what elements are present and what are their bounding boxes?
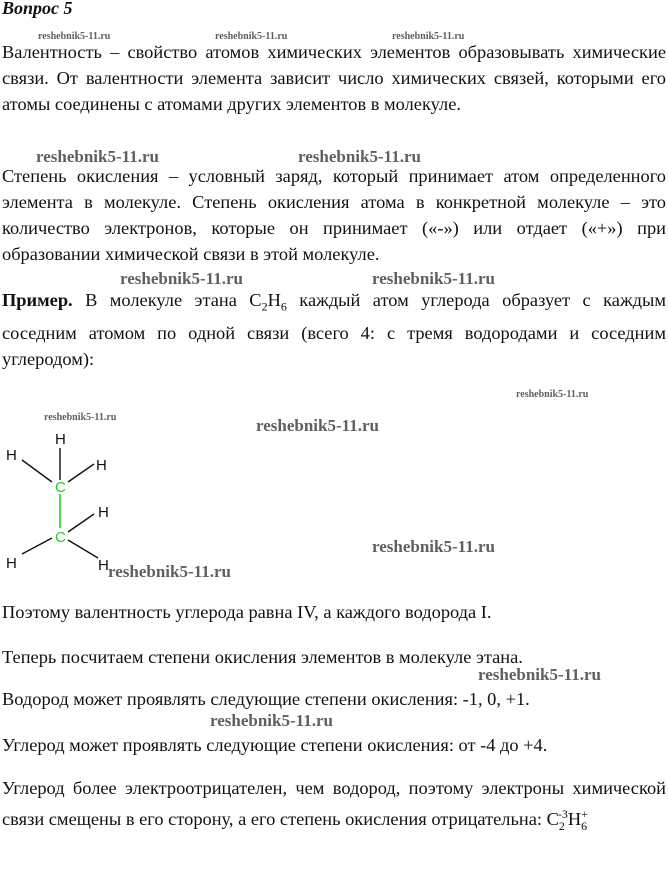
hydrogen-atom: H	[98, 557, 109, 574]
oxidation-intro: Теперь посчитаем степени окисления элементов в молекуле этана.	[2, 647, 523, 667]
carbon-atom: C	[55, 529, 66, 546]
watermark: reshebnik5-11.ru	[44, 412, 117, 423]
carbon-atom: C	[55, 479, 66, 496]
watermark: reshebnik5-11.ru	[38, 31, 111, 42]
bond-line	[22, 538, 52, 554]
bond-line	[22, 460, 52, 482]
watermark: reshebnik5-11.ru	[108, 562, 231, 581]
example-paragraph: Пример. В молекуле этана $C_2H_6$ каждый атом углерода образует с каждым соседним атомом по одной связи (всего 4: с тремя водородами и соседним углеродом):	[2, 290, 666, 369]
ethane-structure-diagram	[0, 424, 140, 574]
watermark: reshebnik5-11.ru	[372, 269, 495, 288]
hydrogen-oxidation-states: Водород может проявлять следующие степени окисления: -1, 0, +1.	[2, 689, 530, 709]
valence-conclusion: Поэтому валентность углерода равна IV, а каждого водорода I.	[2, 602, 492, 622]
watermark: reshebnik5-11.ru	[392, 31, 465, 42]
bond-line	[68, 464, 94, 482]
hydrogen-atom: H	[96, 457, 107, 474]
hydrogen-atom: H	[6, 447, 17, 464]
watermark: reshebnik5-11.ru	[36, 147, 159, 166]
valence-definition: Валентность – свойство атомов химических элементов образовывать химические связи. От валентности элемента зависит число химических связей, которыми его атомы соединены с атомами других элементов в молекуле.	[2, 42, 666, 114]
hydrogen-atom: H	[6, 555, 17, 572]
watermark: reshebnik5-11.ru	[298, 147, 421, 166]
watermark: reshebnik5-11.ru	[372, 537, 495, 556]
watermark: reshebnik5-11.ru	[215, 31, 288, 42]
electronegativity-paragraph: Углерод более электроотрицателен, чем водород, поэтому электроны химической связи смещены в его сторону, а его степень окисления отрицательна: $C_2^{-3}H_6^+$	[2, 778, 666, 833]
watermark: reshebnik5-11.ru	[478, 665, 601, 684]
question-title: Вопрос 5	[2, 0, 73, 18]
hydrogen-atom: H	[98, 504, 109, 521]
oxidation-state-definition: Степень окисления – условный заряд, который принимает атом определенного элемента в молекуле. Степень окисления атома в конкретной молекуле – это количество электронов, которые он принимает («-») или отдает («+») при образовании химической связи в этой молекуле.	[2, 166, 666, 264]
hydrogen-atom: H	[55, 431, 66, 448]
bond-line	[68, 514, 94, 532]
watermark: reshebnik5-11.ru	[256, 416, 379, 435]
watermark: reshebnik5-11.ru	[210, 711, 333, 730]
watermark: reshebnik5-11.ru	[120, 269, 243, 288]
carbon-oxidation-states: Углерод может проявлять следующие степени окисления: от -4 до +4.	[2, 735, 548, 755]
bond-line	[68, 540, 98, 558]
example-label: Пример.	[2, 290, 73, 310]
watermark: reshebnik5-11.ru	[516, 389, 589, 400]
